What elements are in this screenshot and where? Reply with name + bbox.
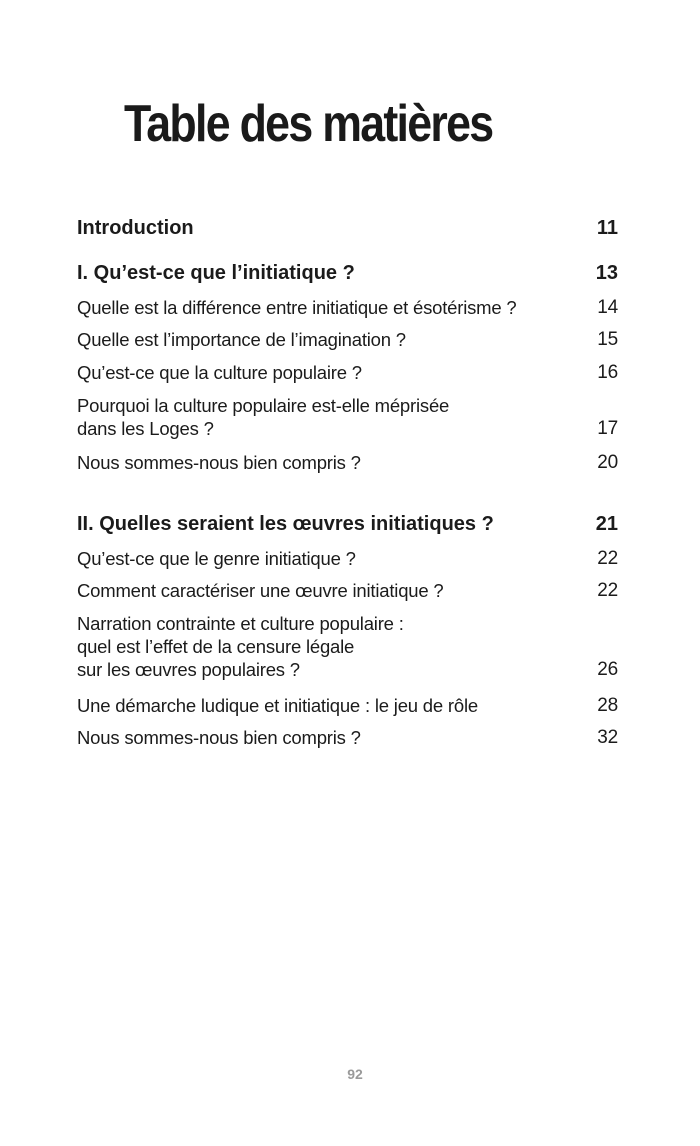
toc-entry-label: Quelle est la différence entre initiatique et ésotérisme ? <box>77 297 517 318</box>
toc-part-1 <box>77 260 618 286</box>
toc-entry-page: 15 <box>597 329 618 350</box>
toc-entry[interactable] <box>77 726 618 749</box>
toc-section-page: 21 <box>595 513 618 535</box>
toc-entry[interactable] <box>77 394 618 440</box>
toc-entry-page: 16 <box>597 362 618 383</box>
toc-entry-label: Nous sommes-nous bien compris ? <box>77 727 361 748</box>
toc-entry-line: dans les Loges ? <box>77 418 214 439</box>
toc-entry-page: 26 <box>597 659 618 680</box>
toc-entry-intro[interactable] <box>77 215 618 241</box>
toc-entry-label: Une démarche ludique et initiatique : le jeu de rôle <box>77 695 478 716</box>
toc-entry-label: Quelle est l’importance de l’imagination ? <box>77 329 406 350</box>
toc-item <box>77 328 618 351</box>
toc-entry-page: 28 <box>597 695 618 716</box>
toc-entry-label <box>77 612 597 681</box>
toc-entry-line: sur les œuvres populaires ? <box>77 659 300 680</box>
toc-entry[interactable] <box>77 296 618 319</box>
toc-entry-label: Nous sommes-nous bien compris ? <box>77 452 361 473</box>
toc-intro <box>77 215 618 241</box>
toc-entry-page: 20 <box>597 452 618 473</box>
toc-entry-label: Comment caractériser une œuvre initiatique ? <box>77 580 444 601</box>
toc-entry-line: Narration contrainte et culture populaire : <box>77 613 404 634</box>
toc-section-label: II. Quelles seraient les œuvres initiatiques ? <box>77 513 494 535</box>
toc-entry-page: 22 <box>597 548 618 569</box>
toc-entry-page: 14 <box>597 297 618 318</box>
toc-item <box>77 547 618 570</box>
toc-entry-label <box>77 394 597 440</box>
toc-entry[interactable] <box>77 361 618 384</box>
toc-item <box>77 579 618 602</box>
toc-entry[interactable] <box>77 579 618 602</box>
toc-section-heading[interactable] <box>77 260 618 286</box>
toc-section-label: I. Qu’est-ce que l’initiatique ? <box>77 262 355 284</box>
toc-entry[interactable] <box>77 328 618 351</box>
toc-item <box>77 296 618 319</box>
toc-entry-page: 17 <box>597 418 618 439</box>
toc-entry-page: 11 <box>596 217 618 239</box>
toc-entry[interactable] <box>77 612 618 681</box>
toc-entry-label: Qu’est-ce que la culture populaire ? <box>77 362 362 383</box>
toc-item <box>77 726 618 749</box>
toc-entry[interactable] <box>77 547 618 570</box>
toc-item <box>77 694 618 717</box>
toc-entry-page: 32 <box>597 727 618 748</box>
toc-section-page: 13 <box>595 262 618 284</box>
toc-entry-page: 22 <box>597 580 618 601</box>
toc-entry[interactable] <box>77 451 618 474</box>
toc-part-2 <box>77 511 618 537</box>
toc-item <box>77 451 618 474</box>
toc-item <box>77 394 618 440</box>
toc-item <box>77 612 618 681</box>
toc-entry-label: Introduction <box>77 217 194 239</box>
page-number: 92 <box>347 1066 363 1082</box>
toc-entry-label: Qu’est-ce que le genre initiatique ? <box>77 548 356 569</box>
toc-entry-line: quel est l’effet de la censure légale <box>77 636 355 657</box>
page-title: Table des matières <box>124 95 493 153</box>
toc-section-heading[interactable] <box>77 511 618 537</box>
toc-item <box>77 361 618 384</box>
toc-entry-line: Pourquoi la culture populaire est-elle méprisée <box>77 395 450 416</box>
toc-entry[interactable] <box>77 694 618 717</box>
